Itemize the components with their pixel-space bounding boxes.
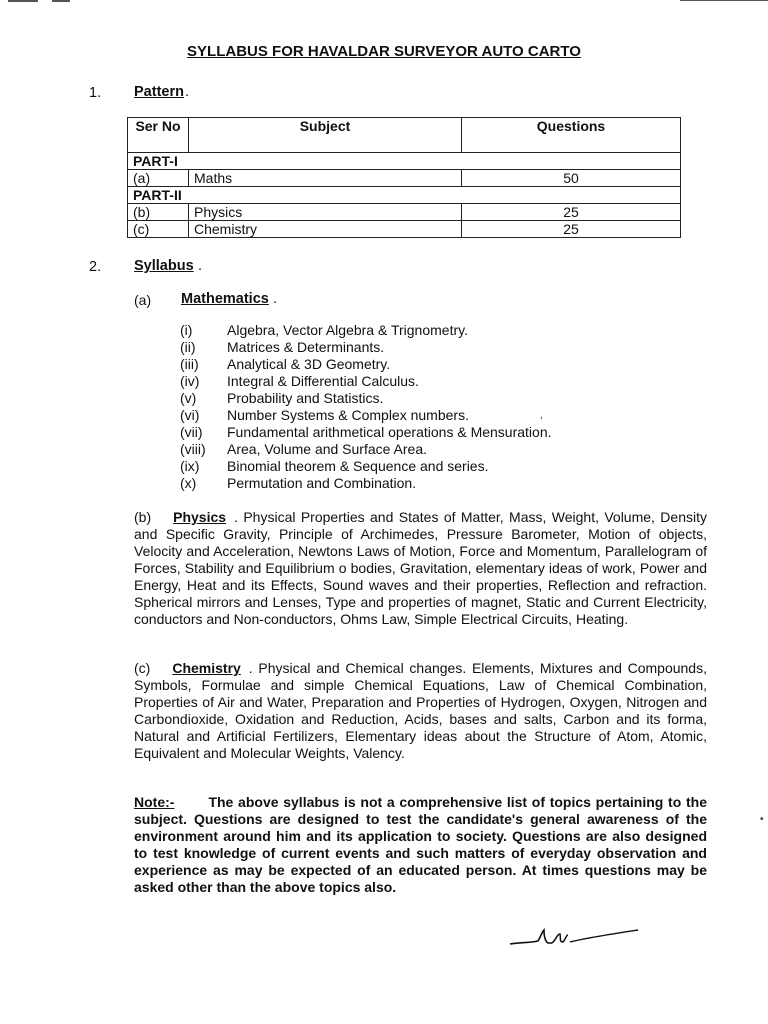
row-questions: 50 [462, 170, 681, 187]
item-text: Integral & Differential Calculus. [227, 373, 419, 389]
row-subject: Maths [189, 170, 462, 187]
heading-dot: . [198, 258, 203, 274]
note-text: The above syllabus is not a comprehensive list of topics pertaining to the subject. Questions are designed to test the candidate's general awareness of the environment around him and its application to society. Questions are also designed to test knowledge of current events and such matters of everyday observation and experience as may be expected of an educated person. At times questions may be asked other than the above topics also. [134, 794, 707, 895]
heading-dot: . [273, 291, 278, 307]
item-text: Fundamental arithmetical operations & Mensuration. [227, 424, 552, 440]
list-item [180, 475, 552, 492]
item-number: (viii) [180, 441, 206, 457]
section-number: 2. [89, 259, 102, 275]
physics-text: . Physical Properties and States of Matter, Mass, Weight, Volume, Density and Specific Gravity, Principle of Archimedes, Pressure Barometer, Motion of objects, Velocity and Acceleration, Newtons Laws of Motion, Force and Momentum, Parallelogram of Forces, Stability and Equilibrium o bodies, Gravitation, elementary ideas of work, Power and Energy, Heat and its Effects, Sound waves and their properties, Reflection and refraction. Spherical mirrors and Lenses, Type and properties of magnet, Static and Current Electricity, conductors and Non-conductors, Ohms Law, Simple Electrical Circuits, Heating. [134, 509, 707, 627]
subsection-heading-chemistry: Chemistry [172, 660, 241, 676]
part-label: PART-II [128, 187, 681, 204]
document-title: SYLLABUS FOR HAVALDAR SURVEYOR AUTO CARTO [187, 43, 581, 60]
list-item [180, 441, 552, 458]
item-text: Analytical & 3D Geometry. [227, 356, 391, 372]
list-item [180, 339, 552, 356]
subsection-label: (b) [134, 509, 152, 525]
physics-paragraph [134, 509, 707, 628]
item-number: (vi) [180, 407, 200, 423]
subsection-label: (c) [134, 660, 151, 676]
scan-artifact [680, 0, 768, 1]
table-header-row [128, 118, 681, 153]
row-ser: (a) [128, 170, 189, 187]
chemistry-paragraph [134, 660, 707, 762]
item-number: (ix) [180, 458, 200, 474]
note-paragraph [134, 794, 707, 896]
item-number: (iv) [180, 373, 200, 389]
list-item [180, 390, 552, 407]
note-label: Note:- [134, 794, 175, 810]
chemistry-text: . Physical and Chemical changes. Elements, Mixtures and Compounds, Symbols, Formulae and simple Chemical Equations, Law of Chemical Combination, Properties of Air and Water, Preparation and Properties of Hydrogen, Oxygen, Nitrogen and Carbondioxide, Oxidation and Reduction, Acids, bases and salts, Carbon and its forma, Natural and Artificial Fertilizers, Elementary ideas about the Structure of Atom, Atomic, Equivalent and Molecular Weights, Valency. [134, 660, 707, 761]
row-subject: Physics [189, 204, 462, 221]
table-row [128, 170, 681, 187]
header-questions: Questions [462, 118, 681, 153]
item-text: Area, Volume and Surface Area. [227, 441, 428, 457]
scan-artifact [52, 0, 70, 2]
item-text: Number Systems & Complex numbers. [227, 407, 469, 423]
subsection-label: (a) [134, 292, 152, 308]
item-number: (vii) [180, 424, 203, 440]
list-item [180, 373, 552, 390]
item-number: (ii) [180, 339, 196, 355]
heading-dot: . [185, 84, 190, 100]
row-ser: (b) [128, 204, 189, 221]
item-text: Probability and Statistics. [227, 390, 384, 406]
row-subject: Chemistry [189, 221, 462, 238]
signature [508, 922, 648, 958]
table-part-row [128, 153, 681, 170]
section-number: 1. [89, 85, 102, 101]
list-item [180, 322, 552, 339]
row-questions: 25 [462, 204, 681, 221]
subsection-heading-physics: Physics [173, 509, 227, 525]
list-item [180, 424, 552, 441]
row-ser: (c) [128, 221, 189, 238]
scan-speck: • [760, 814, 764, 825]
item-number: (i) [180, 322, 193, 338]
section-heading-syllabus: Syllabus [134, 258, 194, 274]
item-number: (iii) [180, 356, 199, 372]
item-number: (v) [180, 390, 197, 406]
header-ser-no: Ser No [128, 118, 189, 153]
section-heading-pattern: Pattern [134, 84, 184, 100]
item-text: Binomial theorem & Sequence and series. [227, 458, 489, 474]
item-text: Matrices & Determinants. [227, 339, 385, 355]
list-item [180, 407, 552, 424]
subsection-heading-mathematics: Mathematics [181, 291, 269, 307]
pattern-table [127, 117, 681, 238]
row-questions: 25 [462, 221, 681, 238]
table-row [128, 221, 681, 238]
scan-speck: , [540, 410, 543, 421]
header-subject: Subject [189, 118, 462, 153]
mathematics-topic-list [180, 322, 552, 492]
item-text: Algebra, Vector Algebra & Trignometry. [227, 322, 468, 338]
table-part-row [128, 187, 681, 204]
list-item [180, 458, 552, 475]
scan-artifact [8, 0, 38, 2]
item-number: (x) [180, 475, 197, 491]
part-label: PART-I [128, 153, 681, 170]
table-row [128, 204, 681, 221]
list-item [180, 356, 552, 373]
item-text: Permutation and Combination. [227, 475, 417, 491]
